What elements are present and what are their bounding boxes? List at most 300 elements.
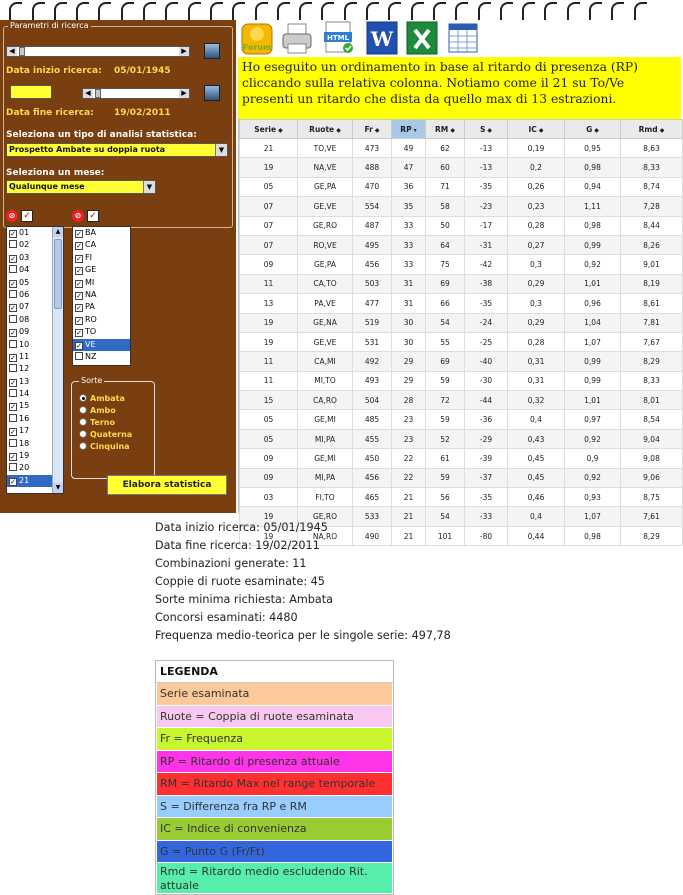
series-select-controls [6,210,33,222]
table-cell: -33 [465,507,508,526]
checkbox[interactable]: ✓ [76,267,82,276]
sort-icon: ◆ [276,126,283,134]
sorte-legend: Sorte [81,376,103,385]
wheel-list-item[interactable] [73,326,130,338]
table-cell: 07 [240,197,298,216]
wheel-label: NA [85,289,97,299]
table-cell: 8,26 [621,235,683,254]
spiral-ring [143,2,156,20]
checkbox[interactable]: ✓ [10,378,16,387]
table-cell: CA,RO [298,391,353,410]
print-button[interactable] [280,20,314,56]
sorte-radio[interactable] [79,430,132,439]
table-cell: -35 [465,177,508,196]
column-header[interactable] [298,120,353,139]
checkbox[interactable] [9,240,17,248]
legend-title: LEGENDA [156,661,393,683]
series-label: 03 [19,252,30,262]
table-cell: 493 [353,371,392,390]
table-cell: 101 [426,526,465,545]
legend-box [155,660,394,895]
column-header[interactable] [353,120,392,139]
wheel-label: NZ [85,351,97,361]
wheel-list-item[interactable] [73,252,130,264]
table-row[interactable] [240,274,683,293]
series-scrollbar[interactable]: ▲ ▼ [52,227,63,493]
table-cell: 49 [392,139,426,158]
table-cell: 0,45 [508,449,565,468]
column-header-label: RM [435,124,449,134]
spiral-ring [232,2,245,20]
table-cell: 0,95 [565,139,621,158]
table-row[interactable] [240,255,683,274]
table-cell: -30 [465,371,508,390]
html-export-button[interactable] [322,20,356,56]
spiral-ring [54,2,67,20]
table-cell: 455 [353,429,392,448]
table-cell: 56 [426,488,465,507]
column-header[interactable] [508,120,565,139]
table-cell: -39 [465,449,508,468]
notebook-spiral [0,0,681,22]
wheel-list-item[interactable] [73,264,130,276]
table-row[interactable] [240,468,683,487]
html-label: HTML [326,34,350,42]
table-row[interactable] [240,352,683,371]
table-cell: 59 [426,410,465,429]
checkbox[interactable]: ✓ [10,428,16,437]
table-row[interactable] [240,449,683,468]
wheel-list-item[interactable] [73,339,130,351]
spiral-ring [188,2,201,20]
spiral-ring [255,2,268,20]
table-cell: GE,RO [298,216,353,235]
analysis-type-label: Seleziona un tipo di analisi statistica: [6,130,197,140]
radio-button[interactable] [79,418,87,426]
select-all-icon[interactable]: ✓ [21,210,33,222]
checkbox[interactable]: ✓ [76,341,82,350]
checkbox[interactable]: ✓ [10,403,16,412]
spiral-ring [321,2,334,20]
wheel-list-item[interactable] [73,301,130,313]
table-cell: 0,99 [565,235,621,254]
spiral-ring [76,2,89,20]
series-label: 04 [19,265,30,275]
radio-button[interactable] [79,442,87,450]
table-cell: CA,MI [298,352,353,371]
table-cell: 0,92 [565,468,621,487]
table-cell: 11 [240,274,298,293]
checkbox[interactable] [9,315,17,323]
table-cell: GE,PA [298,177,353,196]
checkbox[interactable]: ✓ [10,304,16,313]
sort-icon: ◆ [334,126,341,134]
spiral-ring [121,2,134,20]
table-cell: 21 [392,526,426,545]
table-row[interactable] [240,235,683,254]
checkbox[interactable]: ✓ [10,230,16,238]
legend-item: S = Differenza fra RP e RM [157,796,392,818]
summary-line: Data fine ricerca: 19/02/2011 [155,539,320,552]
wheel-list-item[interactable] [73,351,130,363]
table-cell: 71 [426,177,465,196]
deselect-all-icon[interactable]: ⊘ [72,210,84,222]
table-row[interactable] [240,294,683,313]
spiral-ring [32,2,45,20]
sort-icon: ◆ [657,126,665,134]
column-header[interactable] [565,120,621,139]
column-header[interactable] [240,120,298,139]
table-cell: 554 [353,197,392,216]
wheel-label: CA [85,240,97,250]
wheel-list-item[interactable] [73,239,130,251]
table-row[interactable] [240,371,683,390]
table-cell: 03 [240,488,298,507]
table-cell: 9,01 [621,255,683,274]
checkbox[interactable]: ✓ [10,353,16,362]
column-header-label: Rmd [638,124,658,134]
wheel-label: TO [85,327,97,337]
series-label: 07 [19,302,30,312]
checkbox[interactable]: ✓ [76,316,82,325]
table-cell: 0,26 [508,177,565,196]
table-cell: 8,75 [621,488,683,507]
column-header[interactable] [621,120,683,139]
wheel-label: PA [85,302,95,312]
table-cell: 19 [240,313,298,332]
chevron-down-icon: ▼ [143,181,155,193]
summary-line: Coppie di ruote esaminate: 45 [155,575,325,588]
column-header-label: S [479,124,486,134]
spiral-ring [634,2,647,20]
table-cell: 62 [426,139,465,158]
checkbox[interactable]: ✓ [10,279,16,288]
table-cell: 0,97 [565,410,621,429]
wheel-listbox[interactable] [72,226,131,366]
table-cell: 0,29 [508,274,565,293]
series-label: 02 [19,240,30,250]
checkbox[interactable]: ✓ [76,254,82,263]
table-cell: 35 [392,197,426,216]
radio-button[interactable] [79,406,87,414]
table-cell: GE,VE [298,332,353,351]
sort-icon: ◆ [536,126,544,134]
series-label: 14 [19,389,30,399]
spiral-ring [344,2,357,20]
wheel-label: VE [85,339,96,349]
table-cell: RO,VE [298,235,353,254]
table-row[interactable] [240,332,683,351]
table-cell: 0,3 [508,255,565,274]
wheel-list-item[interactable] [73,227,130,239]
table-cell: 7,81 [621,313,683,332]
checkbox[interactable] [9,265,17,273]
wheel-label: RO [85,314,97,324]
table-cell: 473 [353,139,392,158]
table-cell: 8,61 [621,294,683,313]
column-header[interactable] [426,120,465,139]
summary-line: Combinazioni generate: 11 [155,557,307,570]
calendar-icon[interactable] [204,43,220,59]
chevron-down-icon: ▼ [215,144,227,156]
date-input[interactable] [10,85,52,99]
table-cell: 8,63 [621,139,683,158]
table-cell: CA,TO [298,274,353,293]
checkbox[interactable]: ✓ [76,329,82,338]
column-header-label: Serie [254,124,277,134]
table-cell: 7,28 [621,197,683,216]
series-label: 11 [19,351,30,361]
checkbox[interactable] [9,389,17,397]
legend-item: Serie esaminata [157,683,392,705]
spiral-ring [388,2,401,20]
table-cell: MI,PA [298,468,353,487]
params-legend: Parametri di ricerca [10,21,89,30]
series-label: 18 [19,438,30,448]
table-cell: -44 [465,391,508,410]
table-row[interactable] [240,391,683,410]
table-cell: 456 [353,255,392,274]
series-label: 08 [19,314,30,324]
checkbox[interactable] [9,290,17,298]
table-cell: 477 [353,294,392,313]
checkbox[interactable] [9,414,17,422]
table-cell: 50 [426,216,465,235]
start-date-slider[interactable]: ◀ ▶ [6,46,190,57]
table-cell: 1,04 [565,313,621,332]
checkbox[interactable]: ✓ [76,304,82,313]
table-cell: 8,19 [621,274,683,293]
table-cell: 0,31 [508,371,565,390]
table-cell: 11 [240,352,298,371]
table-cell: 8,29 [621,352,683,371]
forum-button[interactable] [240,20,274,56]
start-date-value: 05/01/1945 [114,66,171,76]
table-cell: 0,99 [565,371,621,390]
table-cell: 0,96 [565,294,621,313]
analysis-type-select[interactable] [6,143,228,157]
sort-icon: ◆ [485,126,493,134]
toolbar [238,20,538,57]
radio-button[interactable] [79,430,87,438]
table-cell: 72 [426,391,465,410]
checkbox[interactable]: ✓ [76,230,82,238]
table-cell: -24 [465,313,508,332]
spreadsheet-button[interactable] [446,20,480,56]
table-cell: 19 [240,507,298,526]
checkbox[interactable] [75,352,83,360]
sorte-label: Ambo [90,406,116,415]
spiral-ring [9,2,22,20]
table-cell: 0,98 [565,216,621,235]
table-row[interactable] [240,488,683,507]
checkbox[interactable]: ✓ [10,329,16,338]
spiral-ring [544,2,557,20]
table-row[interactable] [240,197,683,216]
spreadsheet-icon [446,20,480,56]
table-cell: 0,94 [565,177,621,196]
series-label: 12 [19,364,30,374]
sorte-fieldset [71,376,155,479]
table-cell: 54 [426,313,465,332]
table-cell: 09 [240,468,298,487]
table-cell: NA,VE [298,158,353,177]
table-row[interactable] [240,177,683,196]
table-cell: 69 [426,352,465,371]
table-cell: 504 [353,391,392,410]
table-cell: 8,33 [621,158,683,177]
table-cell: 22 [392,449,426,468]
table-cell: 8,33 [621,371,683,390]
table-cell: 0,32 [508,391,565,410]
sort-icon: ◆ [592,126,599,134]
table-cell: 05 [240,410,298,429]
table-cell: 0,23 [508,197,565,216]
table-cell: 1,07 [565,332,621,351]
wheel-label: MI [85,277,95,287]
spiral-ring [299,2,312,20]
legend-item: Fr = Frequenza [157,728,392,750]
table-cell: -13 [465,139,508,158]
spiral-ring [277,2,290,20]
month-value: Qualunque mese [9,182,85,191]
checkbox[interactable]: ✓ [10,477,16,486]
table-row[interactable] [240,410,683,429]
wheel-list-item[interactable] [73,314,130,326]
params-fieldset [3,21,233,228]
summary-line: Data inizio ricerca: 05/01/1945 [155,521,328,534]
table-cell: 47 [392,158,426,177]
spiral-ring [611,2,624,20]
series-label: 10 [19,339,30,349]
word-export-button[interactable] [365,20,399,56]
table-cell: GE,RO [298,507,353,526]
checkbox[interactable]: ✓ [76,242,82,251]
checkbox[interactable] [9,463,17,471]
spiral-ring [366,2,379,20]
table-cell: 59 [426,371,465,390]
table-cell: 33 [392,235,426,254]
table-cell: MI,PA [298,429,353,448]
summary-line: Concorsi esaminati: 4480 [155,611,298,624]
table-cell: -17 [465,216,508,235]
month-select[interactable] [6,180,156,194]
spiral-ring [567,2,580,20]
table-cell: -35 [465,294,508,313]
sorte-label: Quaterna [90,430,133,439]
checkbox[interactable]: ✓ [76,279,82,288]
table-cell: 55 [426,332,465,351]
table-row[interactable] [240,139,683,158]
table-cell: 36 [392,177,426,196]
deselect-all-icon[interactable]: ⊘ [6,210,18,222]
column-header-label: Ruote [309,124,335,134]
checkbox[interactable]: ✓ [76,291,82,300]
word-label: W [370,27,394,51]
sort-icon: ◆ [372,126,380,134]
table-cell: 7,67 [621,332,683,351]
table-cell: 519 [353,313,392,332]
table-cell: 69 [426,274,465,293]
sorte-radio[interactable] [79,418,115,427]
wheel-list-item[interactable] [73,289,130,301]
table-cell: 22 [392,468,426,487]
checkbox[interactable]: ✓ [10,254,16,263]
column-header[interactable] [465,120,508,139]
series-label: 21 [19,475,30,485]
table-cell: 29 [392,352,426,371]
spiral-ring [98,2,111,20]
legend-item: Rmd = Ritardo medio escludendo Rit. attuale [157,863,392,893]
table-cell: 33 [392,216,426,235]
elabora-button[interactable]: Elabora statistica [107,475,227,495]
end-date-slider[interactable]: ◀ ▶ [82,88,190,99]
wheel-list-item[interactable] [73,277,130,289]
calendar-icon[interactable] [204,85,220,101]
table-row[interactable] [240,313,683,332]
table-cell: GE,VE [298,197,353,216]
printer-icon [280,20,314,56]
table-cell: 21 [392,507,426,526]
sort-icon: ▾ [411,126,417,134]
table-cell: 21 [392,488,426,507]
table-cell: -25 [465,332,508,351]
checkbox[interactable] [9,439,17,447]
sorte-radio[interactable] [79,406,116,415]
column-header-label: RP [400,124,412,134]
table-cell: PA,VE [298,294,353,313]
table-cell: 488 [353,158,392,177]
table-row[interactable] [240,429,683,448]
table-cell: 58 [426,197,465,216]
table-cell: 485 [353,410,392,429]
table-cell: 64 [426,235,465,254]
series-label: 19 [19,451,30,461]
table-cell: 0,28 [508,216,565,235]
table-cell: 30 [392,313,426,332]
table-cell: 8,01 [621,391,683,410]
wheel-select-controls [72,210,99,222]
table-cell: 21 [240,139,298,158]
radio-button[interactable] [79,394,87,402]
table-cell: 1,07 [565,507,621,526]
table-cell: 52 [426,429,465,448]
table-cell: 05 [240,177,298,196]
start-date-label: Data inizio ricerca: [6,66,102,76]
sorte-radio[interactable] [79,442,130,451]
sorte-radio[interactable] [79,394,125,403]
table-row[interactable] [240,216,683,235]
excel-export-button[interactable] [405,20,439,56]
table-cell: 490 [353,526,392,545]
table-cell: -38 [465,274,508,293]
column-header[interactable] [392,120,426,139]
table-cell: 61 [426,449,465,468]
checkbox[interactable]: ✓ [10,453,16,462]
spiral-ring [411,2,424,20]
annotation-note: Ho eseguito un ordinamento in base al ritardo di presenza (RP) cliccando sulla relativa colonna. Notiamo come il 21 su To/Ve presenti un ritardo che dista da quello max di 13 estrazioni. [238,57,681,119]
table-cell: 05 [240,429,298,448]
checkbox[interactable] [9,340,17,348]
select-all-icon[interactable]: ✓ [87,210,99,222]
table-cell: 09 [240,255,298,274]
table-row[interactable] [240,158,683,177]
table-cell: 9,04 [621,429,683,448]
table-cell: -13 [465,158,508,177]
series-listbox[interactable] [6,226,64,494]
checkbox[interactable] [9,364,17,372]
sorte-label: Cinquina [90,442,130,451]
